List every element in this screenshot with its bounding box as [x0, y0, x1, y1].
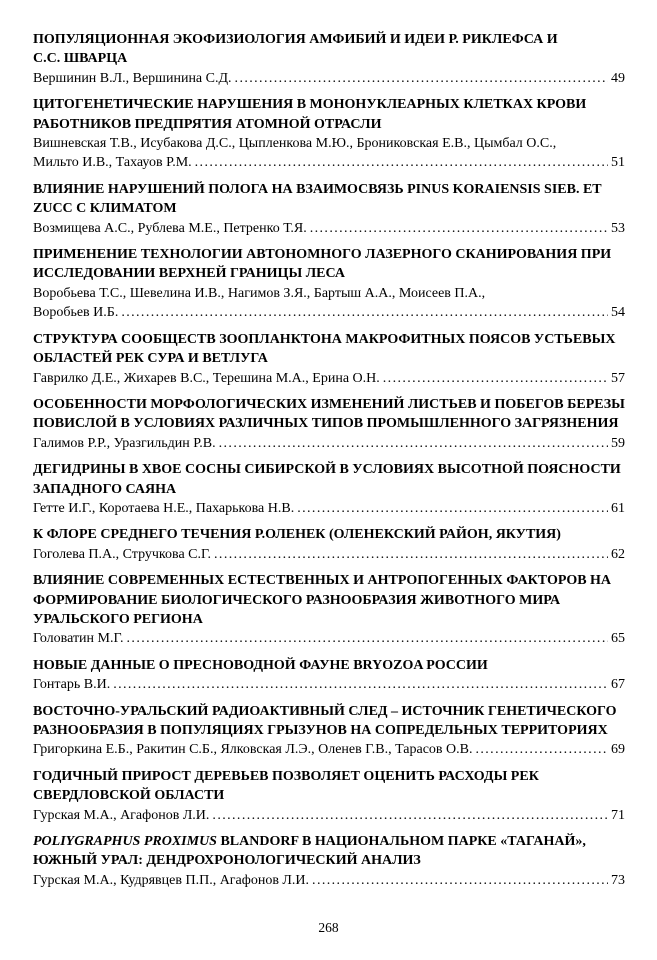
entry-author-line-last	[33, 303, 625, 322]
dot-leader	[118, 303, 608, 322]
entry-title	[33, 30, 625, 69]
entry-title	[33, 571, 625, 629]
entry-author-line-last	[33, 740, 625, 759]
entry-title-text: BLANDORF В НАЦИОНАЛЬНОМ ПАРКЕ «ТАГАНАЙ», ЮЖНЫЙ УРАЛ: ДЕНДРОХРОНОЛОГИЧЕСКИЙ АНАЛИЗ	[33, 834, 586, 869]
entry-authors	[33, 871, 625, 890]
dot-leader	[309, 871, 608, 890]
entry-title	[33, 525, 625, 544]
toc-entry	[33, 656, 625, 695]
dot-leader	[124, 629, 608, 648]
toc-entry	[33, 245, 625, 323]
entry-author-names: Головатин М.Г.	[33, 631, 124, 647]
entry-title-latin-italic: POLIYGRAPHUS PROXIMUS	[33, 834, 217, 850]
entry-author-names: Гетте И.Г., Коротаева Н.Е., Пахарькова Н.В.	[33, 500, 295, 516]
entry-author-names: Гоголева П.А., Стручкова С.Г.	[33, 546, 212, 562]
entry-page-number: 65	[611, 631, 625, 647]
entry-authors	[33, 545, 625, 564]
entry-title-text: ОСОБЕННОСТИ МОРФОЛОГИЧЕСКИХ ИЗМЕНЕНИЙ ЛИСТЬЕВ И ПОБЕГОВ БЕРЕЗЫ ПОВИСЛОЙ В УСЛОВИЯХ РАЗЛИЧНЫХ ТИПОВ ПРОМЫШЛЕННОГО ЗАГРЯЗНЕНИЯ	[33, 396, 625, 432]
toc-entry	[33, 30, 625, 88]
entry-authors	[33, 629, 625, 648]
entry-title-text: К ФЛОРЕ СРЕДНЕГО ТЕЧЕНИЯ Р.ОЛЕНЕК (ОЛЕНЕКСКИЙ РАЙОН, ЯКУТИЯ)	[33, 527, 561, 543]
toc-entry	[33, 571, 625, 649]
toc-list	[33, 30, 625, 890]
entry-author-line-last	[33, 545, 625, 564]
entry-author-line: Воробьева Т.С., Шевелина И.В., Нагимов З.Я., Бартыш А.А., Моисеев П.А.,	[33, 285, 486, 301]
entry-author-line-last	[33, 806, 625, 825]
page-footer	[0, 921, 657, 935]
entry-authors	[33, 134, 625, 173]
entry-author-line-last	[33, 434, 625, 453]
entry-title-text: НОВЫЕ ДАННЫЕ О ПРЕСНОВОДНОЙ ФАУНЕ BRYOZOA РОССИИ	[33, 657, 488, 673]
entry-author-names: Григоркина Е.Б., Ракитин С.Б., Ялковская Л.Э., Оленев Г.В., Тарасов О.В.	[33, 742, 473, 758]
entry-title-text: ВЛИЯНИЕ СОВРЕМЕННЫХ ЕСТЕСТВЕННЫХ И АНТРОПОГЕННЫХ ФАКТОРОВ НА ФОРМИРОВАНИЕ БИОЛОГИЧЕСКОГО РАЗНООБРАЗИЯ ЖИВОТНОГО МИРА УРАЛЬСКОГО РЕГИОНА	[33, 573, 612, 627]
entry-author-names: Воробьев И.Б.	[33, 305, 119, 321]
entry-author-names: Галимов Р.Р., Уразгильдин Р.В.	[33, 435, 216, 451]
entry-authors	[33, 284, 625, 323]
entry-authors	[33, 369, 625, 388]
entry-title	[33, 330, 625, 369]
toc-entry	[33, 330, 625, 388]
toc-entry	[33, 525, 625, 564]
entry-author-line-last	[33, 219, 625, 238]
entry-page-number: 53	[611, 220, 625, 236]
entry-page-number: 51	[611, 155, 625, 171]
entry-authors	[33, 499, 625, 518]
entry-authors	[33, 806, 625, 825]
toc-entry	[33, 460, 625, 518]
entry-page-number: 67	[611, 677, 625, 693]
dot-leader	[472, 740, 608, 759]
entry-page-number: 71	[611, 807, 625, 823]
dot-leader	[216, 434, 608, 453]
entry-title	[33, 832, 625, 871]
entry-title	[33, 460, 625, 499]
toc-entry	[33, 767, 625, 825]
entry-title-text: СТРУКТУРА СООБЩЕСТВ ЗООПЛАНКТОНА МАКРОФИТНЫХ ПОЯСОВ УСТЬЕВЫХ ОБЛАСТЕЙ РЕК СУРА И ВЕТЛУГА	[33, 331, 616, 367]
entry-author-names: Гаврилко Д.Е., Жихарев В.С., Терешина М.А., Ерина О.Н.	[33, 370, 380, 386]
entry-title-text: ВЛИЯНИЕ НАРУШЕНИЙ ПОЛОГА НА ВЗАИМОСВЯЗЬ PINUS KORAIENSIS SIEB. ET ZUCC С КЛИМАТОМ	[33, 181, 602, 217]
entry-author-names: Гурская М.А., Кудрявцев П.П., Агафонов Л.И.	[33, 872, 310, 888]
entry-authors	[33, 675, 625, 694]
entry-title	[33, 180, 625, 219]
dot-leader	[380, 369, 608, 388]
toc-entry	[33, 395, 625, 453]
entry-page-number: 69	[611, 742, 625, 758]
entry-title	[33, 245, 625, 284]
entry-author-line-last	[33, 675, 625, 694]
entry-author-names: Мильто И.В., Тахауов Р.М.	[33, 155, 192, 171]
entry-authors	[33, 740, 625, 759]
entry-author-line-last	[33, 153, 625, 172]
entry-page-number: 54	[611, 305, 625, 321]
entry-title-text: ДЕГИДРИНЫ В ХВОЕ СОСНЫ СИБИРСКОЙ В УСЛОВИЯХ ВЫСОТНОЙ ПОЯСНОСТИ ЗАПАДНОГО САЯНА	[33, 462, 621, 497]
entry-author-names: Гурская М.А., Агафонов Л.И.	[33, 807, 210, 823]
entry-author-names: Возмищева А.С., Рублева М.Е., Петренко Т.Я.	[33, 220, 307, 236]
toc-entry	[33, 180, 625, 238]
toc-entry	[33, 95, 625, 173]
entry-title	[33, 767, 625, 806]
entry-authors	[33, 219, 625, 238]
entry-author-line-last	[33, 629, 625, 648]
dot-leader	[211, 545, 608, 564]
entry-page-number: 57	[611, 370, 625, 386]
entry-author-line-last	[33, 69, 625, 88]
entry-title	[33, 656, 625, 675]
entry-title-text: ПОПУЛЯЦИОННАЯ ЭКОФИЗИОЛОГИЯ АМФИБИЙ И ИДЕИ Р. РИКЛЕФСА И С.С. ШВАРЦА	[33, 32, 558, 67]
entry-title-text: ЦИТОГЕНЕТИЧЕСКИЕ НАРУШЕНИЯ В МОНОНУКЛЕАРНЫХ КЛЕТКАХ КРОВИ РАБОТНИКОВ ПРЕДПРЯТИЯ АТОМНОЙ ОТРАСЛИ	[33, 97, 587, 132]
toc-entry	[33, 702, 625, 760]
entry-page-number: 49	[611, 70, 625, 86]
entry-title-text: ПРИМЕНЕНИЕ ТЕХНОЛОГИИ АВТОНОМНОГО ЛАЗЕРНОГО СКАНИРОВАНИЯ ПРИ ИССЛЕДОВАНИИ ВЕРХНЕЙ ГРАНИЦЫ ЛЕСА	[33, 247, 612, 282]
entry-author-line: Вишневская Т.В., Исубакова Д.С., Цыпленкова М.Ю., Брониковская Е.В., Цымбал О.С.,	[33, 136, 557, 152]
dot-leader	[232, 69, 608, 88]
entry-title	[33, 95, 625, 134]
entry-authors	[33, 69, 625, 88]
entry-page-number: 59	[611, 435, 625, 451]
dot-leader	[209, 806, 608, 825]
entry-title	[33, 702, 625, 741]
entry-author-line-last	[33, 369, 625, 388]
entry-page-number: 61	[611, 500, 625, 516]
entry-authors	[33, 434, 625, 453]
entry-author-line-last	[33, 499, 625, 518]
dot-leader	[192, 153, 608, 172]
dot-leader	[110, 675, 608, 694]
dot-leader	[307, 219, 608, 238]
entry-title-text: ВОСТОЧНО-УРАЛЬСКИЙ РАДИОАКТИВНЫЙ СЛЕД – ИСТОЧНИК ГЕНЕТИЧЕСКОГО РАЗНООБРАЗИЯ В ПОПУЛЯЦИЯХ ГРЫЗУНОВ НА СОПРЕДЕЛЬНЫХ ТЕРРИТОРИЯХ	[33, 703, 617, 738]
entry-title-text: ГОДИЧНЫЙ ПРИРОСТ ДЕРЕВЬЕВ ПОЗВОЛЯЕТ ОЦЕНИТЬ РАСХОДЫ РЕК СВЕРДЛОВСКОЙ ОБЛАСТИ	[33, 768, 539, 804]
entry-page-number: 73	[611, 872, 625, 888]
entry-title	[33, 395, 625, 434]
entry-author-names: Гонтарь В.И.	[33, 677, 111, 693]
toc-entry	[33, 832, 625, 890]
entry-page-number: 62	[611, 546, 625, 562]
entry-author-line-last	[33, 871, 625, 890]
footer-page-number: 268	[318, 919, 339, 935]
dot-leader	[294, 499, 608, 518]
entry-author-names: Вершинин В.Л., Вершинина С.Д.	[33, 70, 232, 86]
